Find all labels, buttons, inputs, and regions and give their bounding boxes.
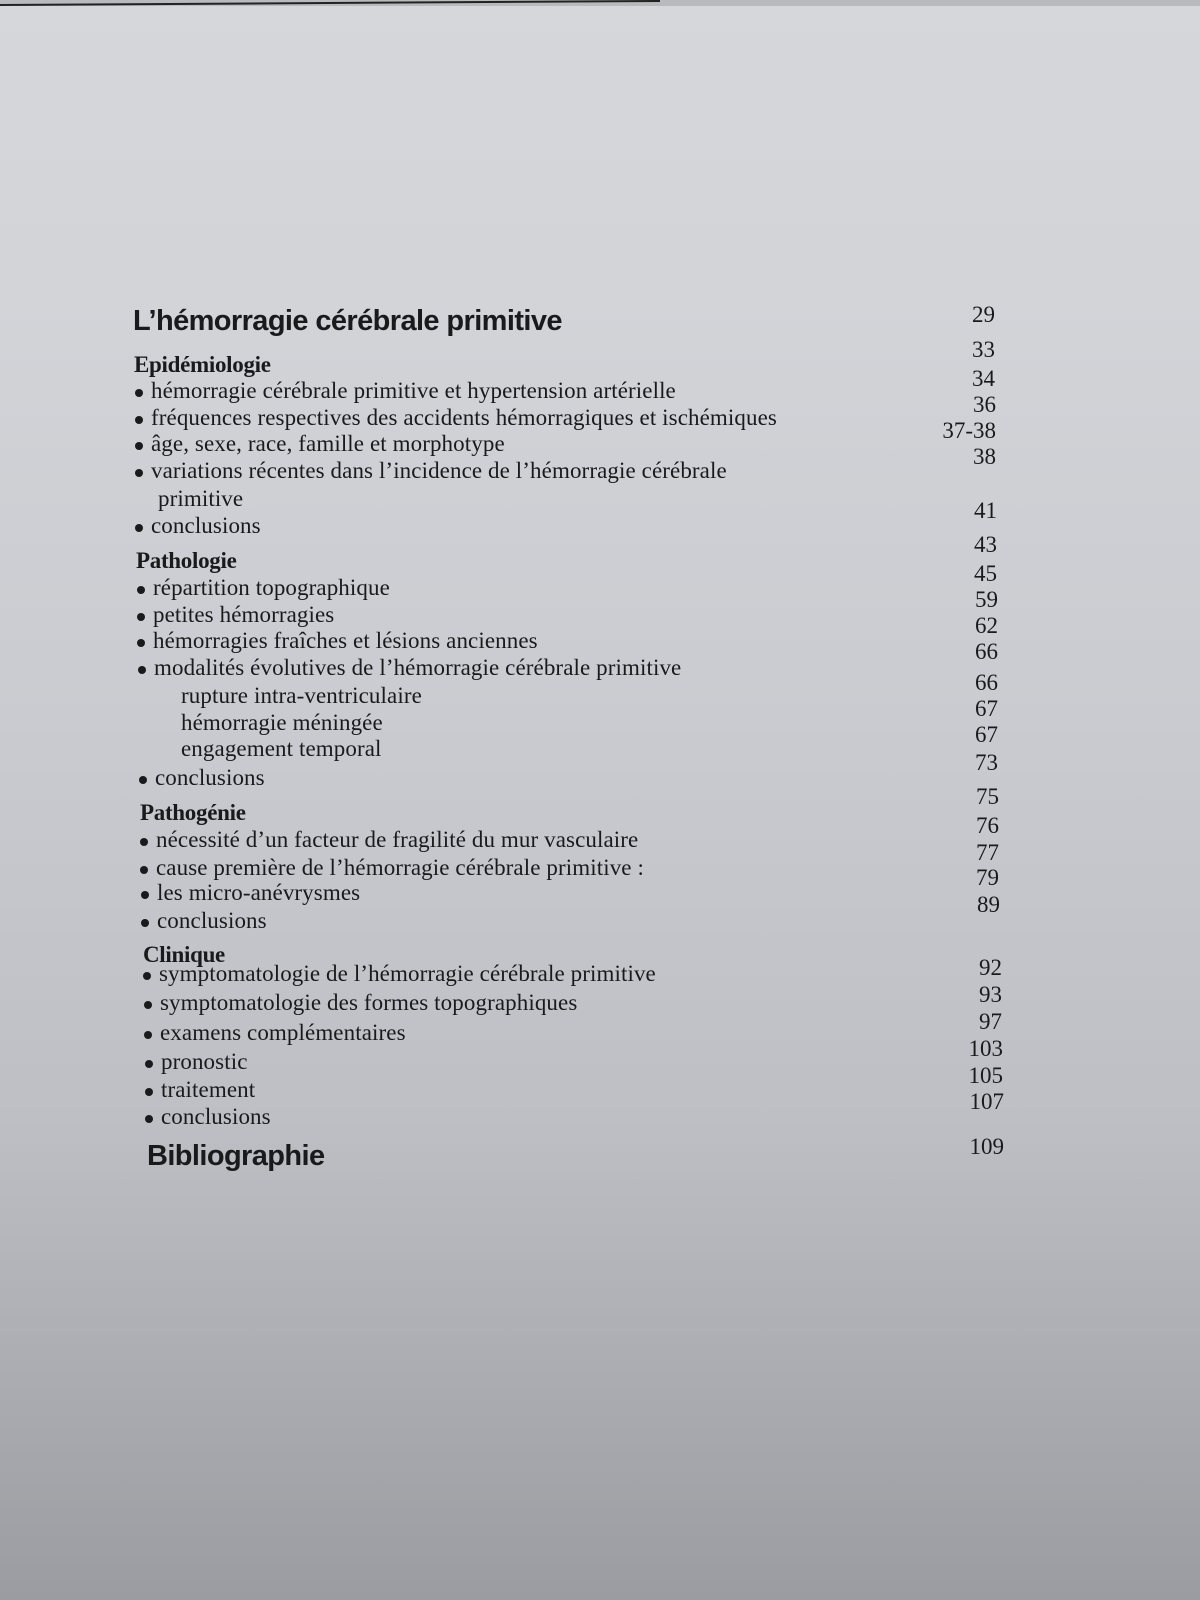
bullet-icon xyxy=(135,524,143,532)
toc-item: nécessité d’un facteur de fragilité du mur vasculaire xyxy=(140,827,638,853)
bullet-icon xyxy=(141,891,149,899)
bullet-icon xyxy=(135,416,143,424)
bullet-icon xyxy=(135,469,143,477)
toc-page-number: 105 xyxy=(968,1063,1003,1088)
toc-page-number: 34 xyxy=(972,366,995,391)
toc-page-number: 92 xyxy=(979,955,1002,980)
bullet-icon xyxy=(137,639,145,647)
toc-page-number: 89 xyxy=(977,892,1000,917)
bullet-icon xyxy=(137,586,145,594)
toc-page-number: 37-38 xyxy=(942,418,996,443)
toc-item: symptomatologie des formes topographiques xyxy=(144,990,577,1016)
toc-item: fréquences respectives des accidents hémorragiques et ischémiques xyxy=(135,405,777,431)
toc-item: variations récentes dans l’incidence de l’hémorragie cérébrale xyxy=(135,458,727,484)
toc-page-number: 76 xyxy=(976,813,999,838)
toc-item: conclusions xyxy=(139,765,265,791)
toc-page-number: 77 xyxy=(976,840,999,865)
bullet-icon xyxy=(137,613,145,621)
toc-page-number: 67 xyxy=(975,696,998,721)
toc-page-number: 66 xyxy=(975,639,998,664)
toc-item: conclusions xyxy=(135,513,261,539)
bullet-icon xyxy=(135,442,143,450)
toc-item: pronostic xyxy=(145,1049,248,1075)
bullet-icon xyxy=(141,919,149,927)
toc-item: hémorragies fraîches et lésions anciennes xyxy=(137,628,538,654)
toc-page-number: 29 xyxy=(972,302,995,327)
toc-page-number: 67 xyxy=(975,722,998,747)
toc-item: cause première de l’hémorragie cérébrale primitive : xyxy=(140,855,644,881)
toc-page-number: 103 xyxy=(968,1036,1003,1061)
toc-page-number: 75 xyxy=(976,784,999,809)
toc-page-number: 66 xyxy=(975,670,998,695)
bullet-icon xyxy=(145,1088,153,1096)
toc-page-number: 33 xyxy=(972,337,995,362)
toc-section-title: Clinique xyxy=(143,942,225,967)
toc-item: conclusions xyxy=(141,908,267,934)
toc-page-number: 45 xyxy=(974,561,997,586)
toc-item: traitement xyxy=(145,1077,255,1103)
bullet-icon xyxy=(144,1001,152,1009)
bullet-icon xyxy=(139,776,147,784)
toc-page-number: 62 xyxy=(975,613,998,638)
toc-bibliography-title: Bibliographie xyxy=(147,1140,325,1172)
bullet-icon xyxy=(144,1031,152,1039)
toc-page-number: 38 xyxy=(973,444,996,469)
toc-subitem: rupture intra-ventriculaire xyxy=(181,683,422,708)
toc-item: symptomatologie de l’hémorragie cérébrale primitive xyxy=(143,961,656,987)
toc-section-title: Pathologie xyxy=(136,548,237,573)
toc-page-number: 97 xyxy=(979,1009,1002,1034)
toc-page-number: 41 xyxy=(974,498,997,523)
toc-page-number: 107 xyxy=(969,1089,1004,1114)
toc-page-number: 93 xyxy=(979,982,1002,1007)
toc-item: examens complémentaires xyxy=(144,1020,406,1046)
toc-page-number: 59 xyxy=(975,587,998,612)
bullet-icon xyxy=(145,1115,153,1123)
toc-page-number: 43 xyxy=(974,532,997,557)
bullet-icon xyxy=(143,972,151,980)
toc-page-number: 73 xyxy=(975,750,998,775)
toc-item: âge, sexe, race, famille et morphotype xyxy=(135,431,505,457)
toc-item: petites hémorragies xyxy=(137,602,334,628)
toc-page-number: 109 xyxy=(969,1134,1004,1159)
toc-item-continuation: primitive xyxy=(158,486,244,511)
toc-item: conclusions xyxy=(145,1104,271,1130)
bullet-icon xyxy=(135,389,143,397)
toc-section-title: Epidémiologie xyxy=(134,352,271,377)
toc-item: hémorragie cérébrale primitive et hypertension artérielle xyxy=(135,378,676,404)
bullet-icon xyxy=(145,1060,153,1068)
toc-item: répartition topographique xyxy=(137,575,390,601)
toc-main-title: L’hémorragie cérébrale primitive xyxy=(133,305,562,337)
toc-page-number: 79 xyxy=(976,865,999,890)
toc-item: modalités évolutives de l’hémorragie cérébrale primitive xyxy=(138,655,681,681)
toc-subitem: engagement temporal xyxy=(181,736,382,761)
toc-section-title: Pathogénie xyxy=(140,800,246,825)
bullet-icon xyxy=(138,666,146,674)
toc-subitem: hémorragie méningée xyxy=(181,710,383,735)
bullet-icon xyxy=(140,838,148,846)
toc-page-number: 36 xyxy=(973,392,996,417)
bullet-icon xyxy=(140,866,148,874)
toc-item: les micro-anévrysmes xyxy=(141,880,360,906)
